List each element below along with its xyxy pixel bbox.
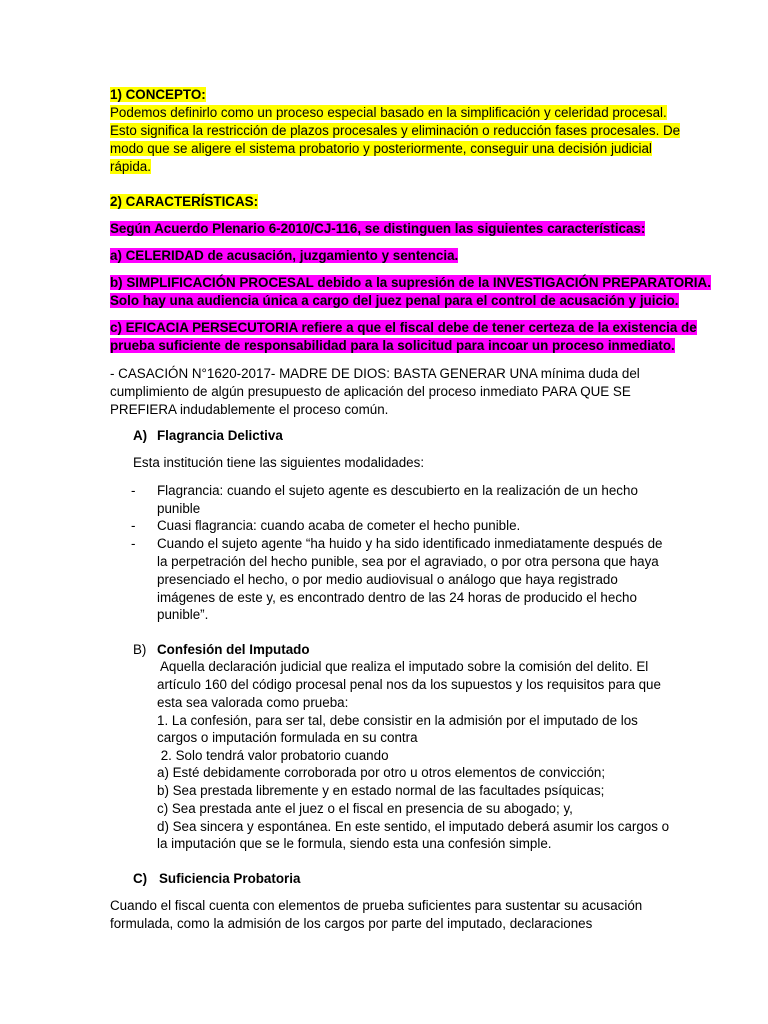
concepto-line: rápida.	[110, 159, 151, 174]
confesion-line: Aquella declaración judicial que realiza el imputado sobre la comisión del delito. El	[157, 659, 649, 674]
casacion-line: - CASACIÓN N°1620-2017- MADRE DE DIOS: BASTA GENERAR UNA mínima duda del	[110, 366, 640, 381]
confesion-line: 2. Solo tendrá valor probatorio cuando	[157, 748, 389, 763]
confesion-line: b) Sea prestada libremente y en estado normal de las facultades psíquicas;	[157, 783, 605, 798]
section-b-marker: B)	[133, 642, 147, 657]
flagrancia-item: la perpetración del hecho punible, sea por el agraviado, o por otra persona que haya	[157, 554, 659, 569]
concepto-heading: 1) CONCEPTO:	[110, 87, 206, 102]
caracteristicas-heading: 2) CARACTERÍSTICAS:	[110, 194, 259, 209]
flagrancia-intro: Esta institución tiene las siguientes modalidades:	[133, 455, 425, 470]
casacion-line: PREFIERA indudablemente el proceso común.	[110, 402, 389, 417]
confesion-line: la imputación que se le formula, siendo esta una confesión simple.	[157, 836, 552, 851]
casacion-line: cumplimiento de algún presupuesto de aplicación del proceso inmediato PARA QUE SE	[110, 384, 631, 399]
concepto-line: Esto significa la restricción de plazos procesales y eliminación o reducción fases procesales. De	[110, 123, 681, 138]
confesion-line: c) Sea prestada ante el juez o el fiscal en presencia de su abogado; y,	[157, 801, 573, 816]
confesion-line: esta sea valorada como prueba:	[157, 695, 349, 710]
flagrancia-item: imágenes de este y, es encontrado dentro de las 24 horas de producido el hecho	[157, 590, 637, 605]
flagrancia-item: Cuasi flagrancia: cuando acaba de cometer el hecho punible.	[157, 518, 521, 533]
confesion-line: a) Esté debidamente corroborada por otro u otros elementos de convicción;	[157, 765, 606, 780]
bullet-dash: -	[131, 518, 136, 533]
caracteristicas-intro: Según Acuerdo Plenario 6-2010/CJ-116, se distinguen las siguientes características:	[110, 221, 646, 236]
caracteristica-c: c) EFICACIA PERSECUTORIA refiere a que el fiscal debe de tener certeza de la existencia de	[110, 320, 697, 335]
bullet-dash: -	[131, 536, 136, 551]
flagrancia-item: Flagrancia: cuando el sujeto agente es descubierto en la realización de un hecho	[157, 483, 638, 498]
caracteristica-b: Solo hay una audiencia única a cargo del juez penal para el control de acusación y juicio.	[110, 293, 679, 308]
caracteristica-a: a) CELERIDAD de acusación, juzgamiento y sentencia.	[110, 248, 459, 263]
caracteristica-b: b) SIMPLIFICACIÓN PROCESAL debido a la supresión de la INVESTIGACIÓN PREPARATORIA.	[110, 275, 711, 290]
suficiencia-line: formulada, como la admisión de los cargos por parte del imputado, declaraciones	[110, 916, 593, 931]
confesion-line: artículo 160 del código procesal penal nos da los supuestos y los requisitos para que	[157, 677, 661, 692]
section-b-title: Confesión del Imputado	[157, 642, 310, 657]
section-a-title: Flagrancia Delictiva	[157, 428, 283, 443]
flagrancia-item: Cuando el sujeto agente “ha huido y ha sido identificado inmediatamente después de	[157, 536, 663, 551]
flagrancia-item: presenciado el hecho, o por medio audiovisual o análogo que haya registrado	[157, 572, 618, 587]
confesion-line: d) Sea sincera y espontánea. En este sentido, el imputado deberá asumir los cargos o	[157, 819, 670, 834]
flagrancia-item: punible	[157, 501, 201, 516]
flagrancia-item: punible”.	[157, 607, 209, 622]
concepto-line: modo que se aligere el sistema probatorio y posteriormente, conseguir una decisión judicial	[110, 141, 652, 156]
confesion-line: 1. La confesión, para ser tal, debe consistir en la admisión por el imputado de los	[157, 713, 638, 728]
bullet-dash: -	[131, 483, 136, 498]
section-c-marker: C)	[133, 871, 148, 886]
section-a-marker: A)	[133, 428, 148, 443]
confesion-line: cargos o imputación formulada en su contra	[157, 730, 418, 745]
caracteristica-c: prueba suficiente de responsabilidad para la solicitud para incoar un proceso inmediato.	[110, 338, 675, 353]
suficiencia-line: Cuando el fiscal cuenta con elementos de prueba suficientes para sustentar su acusación	[110, 898, 643, 913]
section-c-title: Suficiencia Probatoria	[159, 871, 301, 886]
concepto-line: Podemos definirlo como un proceso especial basado en la simplificación y celeridad procesal.	[110, 105, 667, 120]
